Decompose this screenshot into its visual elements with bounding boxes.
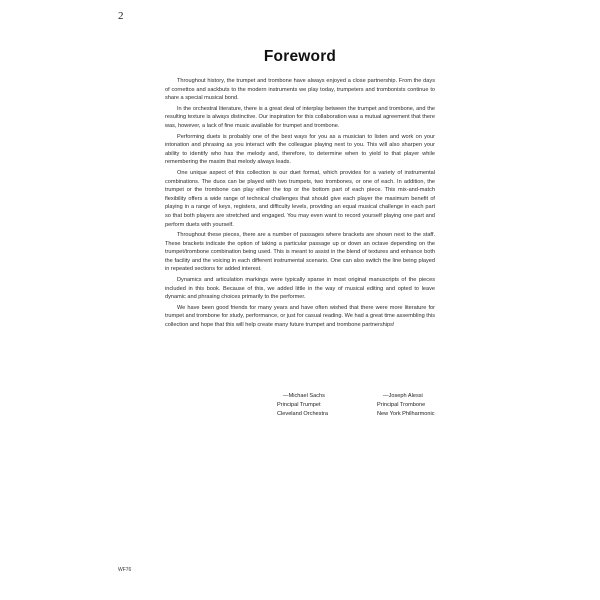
signature-role: Principal Trumpet — [277, 402, 321, 408]
foreword-body — [165, 77, 435, 332]
paragraph: In the orchestral literature, there is a great deal of interplay between the trumpet and trombone, and the resulting texture is always distinctive. Our inspiration for this collaboration was a mutual agreement that there was, however, a lack of fine music available for trumpet and trombone. — [165, 105, 435, 129]
signature-trombone — [377, 392, 435, 419]
page-number: 2 — [118, 10, 124, 22]
paragraph: Throughout history, the trumpet and trombone have always enjoyed a close partnership. From the days of cornettos and sackbuts to the modern instruments we play today, trumpeters and trombonists continue to share a special musical bond. — [165, 78, 435, 102]
signature-trumpet — [277, 392, 328, 419]
signature-name: —Joseph Alessi — [383, 393, 423, 399]
paragraph: Dynamics and articulation markings were typically sparse in most original manuscripts of the pieces included in this book. Because of this, we added little in the way of musical editing and opted to leave dynamic and phrasing choices primarily to the performer. — [165, 277, 435, 301]
signature-role: Principal Trombone — [377, 402, 426, 408]
page-title: Foreword — [263, 48, 337, 65]
signature-name: —Michael Sachs — [283, 393, 325, 399]
paragraph: Performing duets is probably one of the best ways for you as a musician to listen and work on your intonation and phrasing as you interact with the colleague playing next to you. This will also sharpen your ability to identify who has the melody and, therefore, to determine when to yield to that player while remembering the maxim that melody always leads. — [165, 133, 435, 166]
paragraph: We have been good friends for many years and have often wished that there were more literature for trumpet and trombone for study, performance, or just for casual reading. We had a great time assembling this collection and hope that this will help create many future trumpet and trombone partnerships! — [165, 304, 435, 329]
paragraph: Throughout these pieces, there are a number of passages where brackets are shown next to the staff. These brackets indicate the option of taking a particular passage up or down an octave depending on the trumpet/trombone combination being used. This is meant to assist in the blend of textures and enhance both the facility and the voicing in each different instrumental scenario. One can also switch the line being played in repeated sections for added interest. — [165, 232, 435, 273]
signature-org: New York Philharmonic — [377, 411, 435, 417]
signature-org: Cleveland Orchestra — [277, 411, 328, 417]
paragraph: One unique aspect of this collection is our duet format, which provides for a variety of instrumental combinations. The duos can be played with two trumpets, two trombones, or one of each. In addition, the trumpet or the trombone can play either the top or the bottom part of each piece. This mix-and-match flexibility offers a wide range of technical challenges that should give each player the maximum benefit of playing in a range of keys, registers, and difficulty levels, providing an equal musical challenge in each part so that both players are stretched and engaged. You may even want to record yourself playing one part and perform duets with yourself. — [165, 169, 435, 228]
catalog-code: WF76 — [118, 567, 132, 573]
